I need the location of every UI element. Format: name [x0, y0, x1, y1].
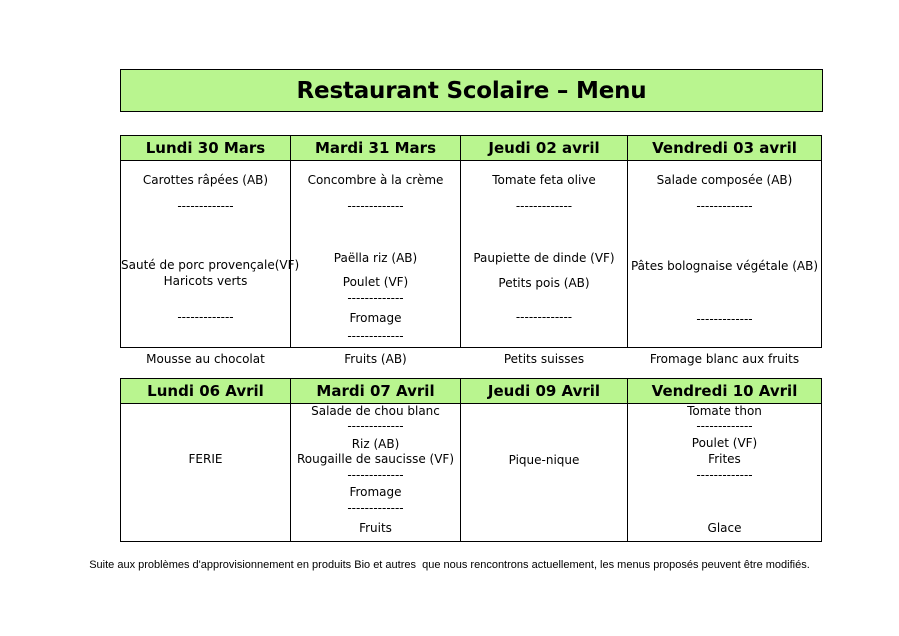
day-header: Mardi 07 Avril: [291, 379, 461, 404]
menu-line: Petits pois (AB): [498, 276, 590, 290]
separator: -------------: [696, 199, 753, 213]
menu-row: [121, 404, 822, 542]
menu-line: Mousse au chocolat: [146, 352, 265, 366]
menu-line: Sauté de porc provençale(VF): [121, 258, 300, 272]
menu-line: Tomate feta olive: [492, 173, 596, 187]
separator: -------------: [177, 310, 234, 324]
day-cell: [461, 404, 628, 542]
menu-line: Fromage: [349, 485, 402, 499]
separator: -------------: [347, 291, 404, 305]
day-header: Lundi 30 Mars: [121, 136, 291, 161]
menu-line: Carottes râpées (AB): [142, 173, 269, 187]
menu-line: Fruits (AB): [344, 352, 407, 366]
menu-line: Poulet (VF): [342, 275, 409, 289]
menu-line: Pique-nique: [508, 453, 580, 467]
menu-table-week1: [120, 135, 822, 366]
separator: -------------: [696, 312, 753, 326]
menu-line: Paëlla riz (AB): [333, 251, 418, 265]
menu-row: [121, 161, 822, 348]
menu-line: Fromage: [349, 311, 402, 325]
separator: -------------: [515, 199, 573, 213]
menu-line: Rougaille de saucisse (VF): [296, 452, 455, 466]
day-header: Lundi 06 Avril: [121, 379, 291, 404]
day-header: Jeudi 02 avril: [461, 136, 628, 161]
menu-line: Frites: [708, 452, 741, 466]
separator: -------------: [696, 468, 753, 482]
separator: -------------: [347, 468, 404, 482]
menu-line: Salade composée (AB): [656, 173, 793, 187]
day-cell: [291, 404, 461, 542]
day-cell: [121, 161, 300, 366]
menu-line: Pâtes bolognaise végétale (AB): [630, 259, 819, 273]
menu-line: Tomate thon: [687, 404, 762, 418]
day-header: Vendredi 03 avril: [628, 136, 822, 161]
title-text: Restaurant Scolaire – Menu: [296, 77, 647, 104]
header-row: [121, 379, 822, 404]
separator: -------------: [347, 199, 404, 213]
day-cell: [628, 404, 822, 542]
separator: -------------: [177, 199, 234, 213]
day-cell: [291, 161, 461, 366]
separator: -------------: [347, 329, 404, 343]
separator: -------------: [696, 419, 753, 433]
header-row: [121, 136, 822, 161]
day-cell: [628, 161, 822, 366]
day-header: Mardi 31 Mars: [291, 136, 461, 161]
separator: -------------: [515, 310, 573, 324]
day-cell: [121, 404, 291, 542]
menu-line: Riz (AB): [351, 437, 400, 451]
menu-line: FERIE: [188, 452, 223, 466]
menu-line: Poulet (VF): [691, 436, 758, 450]
menu-line: Petits suisses: [503, 352, 585, 366]
menu-table-week2: [120, 378, 822, 542]
separator: -------------: [347, 419, 404, 433]
menu-line: Glace: [707, 521, 742, 535]
separator: -------------: [347, 501, 404, 515]
menu-line: Concombre à la crème: [307, 173, 444, 187]
menu-line: Fruits: [359, 521, 392, 535]
menu-line: Salade de chou blanc: [311, 404, 440, 418]
day-header: Vendredi 10 Avril: [628, 379, 822, 404]
page-title: [120, 69, 823, 112]
menu-line: Paupiette de dinde (VF): [473, 251, 615, 265]
footer-note: Suite aux problèmes d'approvisionnement en produits Bio et autres que nous rencontrons actuellement, les menus proposés peuvent être modifiés.: [89, 559, 810, 571]
menu-line: Fromage blanc aux fruits: [649, 352, 800, 366]
day-cell: [461, 161, 628, 366]
day-header: Jeudi 09 Avril: [461, 379, 628, 404]
menu-line: Haricots verts: [163, 274, 248, 288]
